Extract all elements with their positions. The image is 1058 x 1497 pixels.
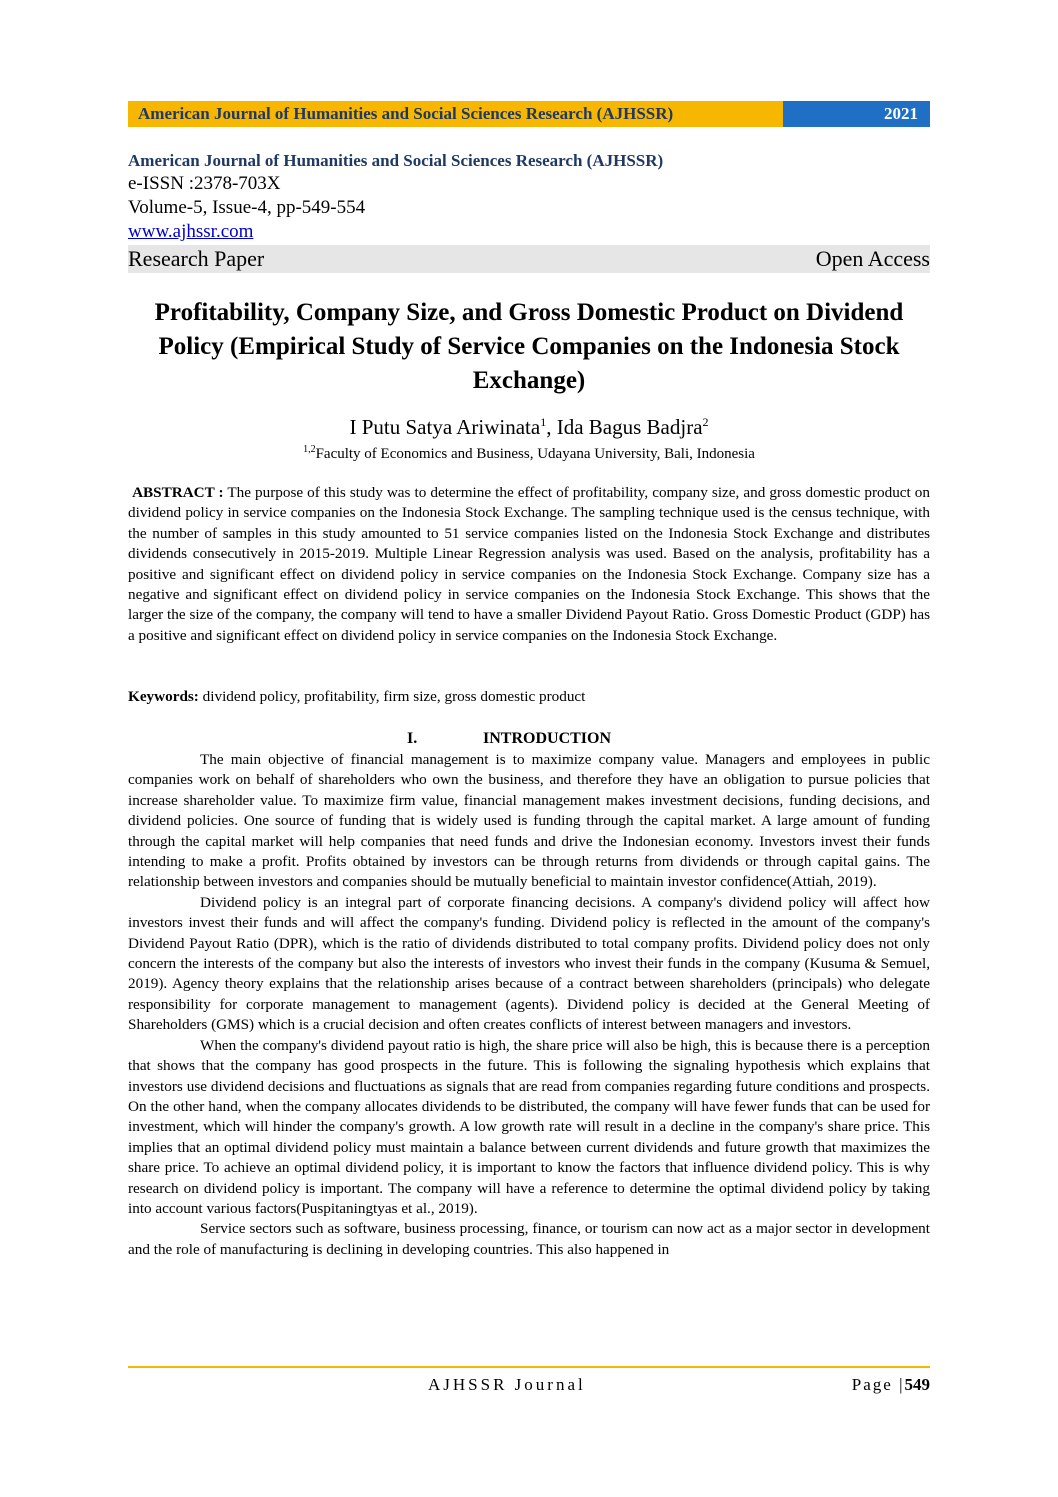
paragraph: When the company's dividend payout ratio is high, the share price will also be high, this is because there is a perception that shows that the company has good prospects in the future. This is following the signaling hypothesis which explains that investors use dividend decisions and fluctuations as signals that are read from companies regarding future conditions and prospects. On the other hand, when the company allocates dividends to be distributed, the company will have fewer funds that can be used for investment, which will hinder the company's growth. A low growth rate will result in a decline in the company's share price. This implies that an optimal dividend policy must maintain a balance between current dividends and future growth that maximizes the share price. To achieve an optimal dividend policy, it is important to know the factors that influence dividend policy. This is why research on dividend policy is important. The company will have a reference to determine the optimal dividend policy by taking into account various factors(Puspitaningtyas et al., 2019).: [128, 1036, 930, 1217]
paragraph: The main objective of financial management is to maximize company value. Managers and employees in public companies work on behalf of shareholders who own the business, and therefore they have an obligation to pursue policies that increase shareholder value. To maximize firm value, financial management makes investment decisions, funding decisions, and dividend policies. One source of funding that is widely used is funding through the capital market. A large amount of funding through the capital market will help companies that need funds and drive the Indonesian economy. Investors invest their funds intending to make a profit. Profits obtained by investors can be through returns from dividends or through capital gains. The relationship between investors and companies should be mutually beneficial to maintain investor confidence(Attiah, 2019).: [128, 751, 930, 891]
footer-journal: AJHSSR Journal: [428, 1375, 586, 1394]
footer-page-label: Page |: [851, 1375, 905, 1394]
keywords: [128, 687, 930, 707]
issn: e-ISSN :2378-703X: [128, 173, 281, 194]
author-2-affiliation-mark: 2: [702, 415, 709, 429]
footer-divider: [128, 1366, 930, 1368]
affiliation: [128, 440, 930, 464]
paper-title: Profitability, Company Size, and Gross Domestic Product on Dividend Policy (Empirical Study of Service Companies on the Indonesia Stock Exchange): [154, 299, 904, 394]
author-separator: ,: [546, 415, 557, 439]
keywords-label: Keywords:: [128, 688, 199, 705]
author-1-affiliation-mark: 1: [540, 415, 547, 429]
affiliation-mark: 1,2: [303, 444, 316, 455]
keywords-text: dividend policy, profitability, firm size, gross domestic product: [198, 688, 586, 705]
volume-info: Volume-5, Issue-4, pp-549-554: [128, 197, 366, 218]
paper-type-row: [128, 245, 930, 273]
page-footer: [128, 1374, 930, 1396]
footer-page-number: 549: [904, 1375, 930, 1394]
author-2: Ida Bagus Badjra: [556, 415, 703, 439]
access-type: Open Access: [815, 246, 930, 271]
paper-type: Research Paper: [128, 246, 265, 271]
journal-meta: [128, 150, 930, 273]
journal-name: American Journal of Humanities and Social Sciences Research (AJHSSR): [128, 151, 664, 170]
footer-page: [852, 1374, 930, 1396]
running-header-journal: American Journal of Humanities and Social Sciences Research (AJHSSR): [128, 101, 783, 127]
abstract: [128, 483, 930, 646]
running-header: [128, 101, 930, 127]
author-1: I Putu Satya Ariwinata: [349, 415, 541, 439]
authors: [128, 408, 930, 441]
paragraph: Service sectors such as software, business processing, finance, or tourism can now act as a major sector in development and the role of manufacturing is declining in developing countries. This also happened in: [128, 1220, 930, 1258]
abstract-label: ABSTRACT :: [132, 484, 224, 501]
section-number: I.: [407, 730, 418, 747]
introduction-body: [128, 750, 930, 1260]
affiliation-text: Faculty of Economics and Business, Udayana University, Bali, Indonesia: [315, 446, 755, 462]
paragraph: Dividend policy is an integral part of corporate financing decisions. A company's dividend policy will affect how investors invest their funds and will affect the company's funding. Dividend policy is reflected in the amount of the company's Dividend Payout Ratio (DPR), which is the ratio of dividends distributed to total company profits. Dividend policy does not only concern the interests of the company but also the interests of investors who invest their funds in the company (Kusuma & Semuel, 2019). Agency theory explains that the relationship arises because of a contract between shareholders (principals) who delegate responsibility for corporate management to management (agents). Dividend policy is decided at the General Meeting of Shareholders (GMS) which is a crucial decision and often creates conflicts of interest between managers and investors.: [128, 893, 930, 1034]
running-header-year: 2021: [783, 101, 930, 127]
section-title: INTRODUCTION: [483, 730, 612, 747]
abstract-text: The purpose of this study was to determine the effect of profitability, company size, and gross domestic product on dividend policy in service companies on the Indonesia Stock Exchange. The sampling technique used is the census technique, with the number of samples in this study amounted to 51 service companies listed on the Indonesia Stock Exchange and distributes dividends consecutively in 2015-2019. Multiple Linear Regression analysis was used. Based on the analysis, profitability has a positive and significant effect on dividend policy in service companies on the Indonesia Stock Exchange. Company size has a negative and significant effect on dividend policy in service companies on the Indonesia Stock Exchange. This shows that the larger the size of the company, the company will tend to have a smaller Dividend Payout Ratio. Gross Domestic Product (GDP) has a positive and significant effect on dividend policy in service companies on the Indonesia Stock Exchange.: [128, 484, 930, 644]
journal-website-link[interactable]: www.ajhssr.com: [128, 221, 254, 242]
